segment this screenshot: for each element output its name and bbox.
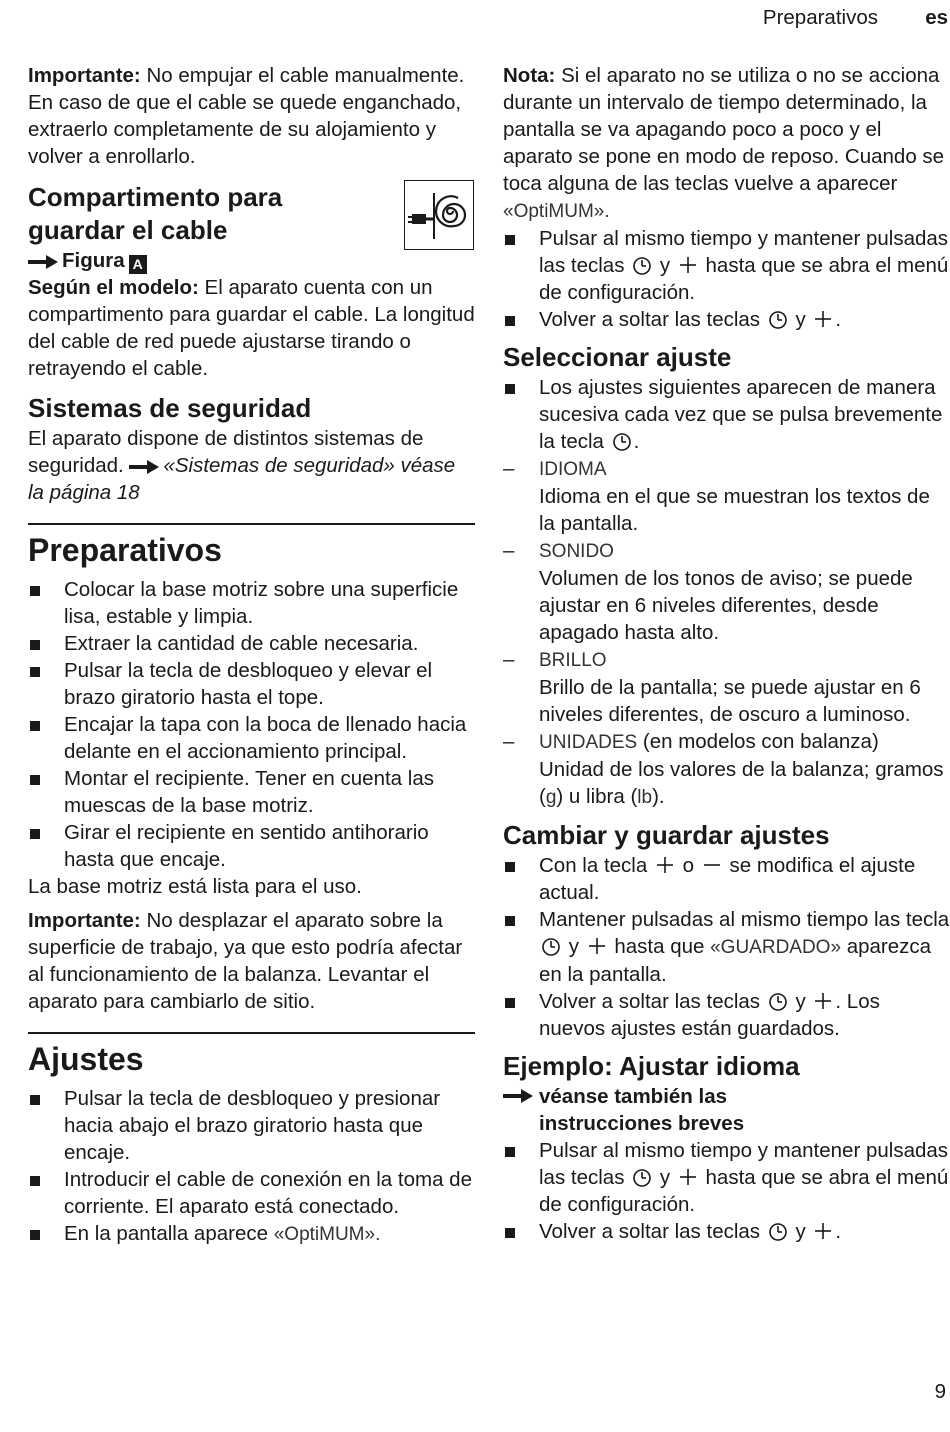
section-divider [28,523,475,525]
display-text-optimum: «OptiMUM». [503,201,610,222]
setting-sonido [503,537,950,646]
setting-description: ) u libra ( [556,785,638,808]
setting-description: Brillo de la pantalla; se puede ajustar en 6 niveles diferentes, de oscuro a luminoso. [539,676,921,726]
setting-name: IDIOMA [539,459,607,480]
list-item [28,1220,476,1248]
plus-key-icon [655,855,675,875]
list-item-text: . [835,308,842,331]
settings-options-list [503,455,950,811]
page-header [0,4,950,30]
unit-g: g [545,787,557,808]
arrow-right-icon [503,1089,533,1103]
figura-label: Figura [62,249,125,272]
setting-brillo [503,646,950,728]
nota-text: Si el aparato no se utiliza o no se acciona durante un intervalo de tiempo determinado, la pantalla se va apagando poco a poco y el aparato se pone en modo de reposo. Cuando se toca alguna de las teclas vuelve a aparecer [503,64,945,195]
plus-key-icon [813,1221,833,1241]
ejemplo-reference [503,1083,950,1137]
plus-key-icon [587,936,607,956]
setting-description: Idioma en el que se muestran los textos de la pantalla. [539,485,930,535]
list-item-text: En la pantalla aparece [64,1222,274,1245]
importante-text: No empujar el cable manualmente. En caso de que el cable se quede enganchado, extraerlo completamente de su alojamiento y volver a enrollarlo. [28,64,465,168]
seleccionar-heading: Seleccionar ajuste [503,342,732,372]
display-text-guardado: «GUARDADO» [710,937,842,958]
cambiar-heading: Cambiar y guardar ajustes [503,820,830,850]
list-item [503,374,950,455]
list-item [503,906,950,988]
list-item-text: Con la tecla [539,854,648,877]
nota-label: Nota: [503,64,556,87]
list-item-text: Mantener pulsadas al mismo tiempo las tecla [539,908,950,931]
list-item: Pulsar la tecla de desbloqueo y elevar el brazo giratorio hasta el tope. [28,657,476,711]
arrow-right-icon [28,255,58,269]
compartimento-heading: Compartimento para guardar el cable [28,182,283,245]
setting-description: Volumen de los tonos de aviso; se puede ajustar en 6 niveles diferentes, desde apagado hasta alto. [539,567,913,644]
list-item-text: y [795,990,806,1013]
ajustes-list [28,1085,476,1248]
plus-key-icon [678,1167,698,1187]
importante-note-2 [28,907,476,1015]
list-item [503,225,950,306]
segun-text: El aparato cuenta con un compartimento para guardar el cable. La longitud del cable de red puede ajustarse tirando o retrayendo el cable. [28,276,475,380]
list-item [503,1137,950,1218]
sistemas-text: El aparato dispone de distintos sistemas de seguridad. [28,427,424,477]
preparativos-list [28,576,476,873]
importante-note-1 [28,62,476,170]
preparativos-result: La base motriz está lista para el uso. [28,875,362,898]
ejemplo-reference-text: véanse también las instrucciones breves [539,1085,745,1135]
display-text-optimum: «OptiMUM». [273,1224,381,1245]
figura-reference [28,247,476,274]
list-item-text: y [795,1220,806,1243]
clock-key-icon [632,1167,652,1187]
seleccionar-list [503,374,950,455]
list-item-text: . [835,1220,842,1243]
clock-key-icon [612,431,632,451]
setting-description: ). [652,785,665,808]
list-item-text: se modifica el ajuste actual. [539,854,916,904]
figura-letter-badge: A [129,255,147,274]
nota-paragraph [503,62,950,225]
importante-label: Importante: [28,909,141,932]
setting-description: Unidad de los valores de la balanza; gramos ( [539,758,944,808]
sistemas-page-reference: «Sistemas de seguridad» véase la página 18 [28,454,456,504]
ejemplo-heading: Ejemplo: Ajustar idioma [503,1051,800,1081]
list-item: Girar el recipiente en sentido antihorario hasta que encaje. [28,819,476,873]
section-divider [28,1032,475,1034]
list-item-text: Los ajustes siguientes aparecen de manera sucesiva cada vez que se pulsa brevemente la tecla [539,376,943,453]
setting-name: SONIDO [539,541,614,562]
cambiar-list [503,852,950,1042]
preparativos-heading: Preparativos [28,532,222,568]
sistemas-heading: Sistemas de seguridad [28,393,312,423]
list-item-text: Volver a soltar las teclas [539,990,761,1013]
menu-open-list [503,225,950,333]
arrow-right-icon [129,460,159,474]
list-item: Encajar la tapa con la boca de llenado hacia delante en el accionamiento principal. [28,711,476,765]
minus-key-icon [702,855,722,875]
unit-lb: lb [637,787,653,808]
list-item: Extraer la cantidad de cable necesaria. [28,630,476,657]
plus-key-icon [678,255,698,275]
setting-name: UNIDADES [539,732,638,753]
header-section-title: Preparativos [762,6,878,29]
setting-name: BRILLO [539,650,607,671]
clock-key-icon [768,1221,788,1241]
list-item-text: Pulsar al mismo tiempo y mantener pulsadas las teclas [539,1139,949,1189]
list-item-text: y [795,308,806,331]
importante-text: No desplazar el aparato sobre la superficie de trabajo, ya que esto podría afectar al funcionamiento de la balanza. Levantar el aparato para cambiarlo de sitio. [28,909,463,1013]
list-item-text: Volver a soltar las teclas [539,308,761,331]
list-item-text: aparezca en la pantalla. [539,935,932,986]
importante-label: Importante: [28,64,141,87]
clock-key-icon [768,309,788,329]
clock-key-icon [768,991,788,1011]
cable-storage-icon [404,180,474,250]
setting-note: (en modelos con balanza) [637,730,879,753]
list-item-text: y [659,254,671,277]
right-column [503,62,950,1245]
list-item-text: y [568,935,579,958]
list-item-text: . Los nuevos ajustes están guardados. [539,990,880,1040]
ejemplo-list [503,1137,950,1245]
list-item [503,306,950,333]
list-item [503,852,950,906]
list-item: Montar el recipiente. Tener en cuenta las muescas de la base motriz. [28,765,476,819]
list-item-text: hasta que [614,935,711,958]
list-item-text: hasta que se abra el menú de configuración. [539,1166,949,1216]
list-item-text: Volver a soltar las teclas [539,1220,761,1243]
setting-idioma [503,455,950,537]
list-item [503,1218,950,1245]
segun-modelo-paragraph [28,274,476,382]
list-item-text: o [682,854,695,877]
plus-key-icon [813,309,833,329]
list-item-text: Pulsar al mismo tiempo y mantener pulsadas las teclas [539,227,949,277]
setting-unidades [503,728,950,811]
list-item [503,988,950,1042]
clock-key-icon [632,255,652,275]
list-item-text: hasta que se abra el menú de configuración. [539,254,949,304]
list-item: Pulsar la tecla de desbloqueo y presionar hacia abajo el brazo giratorio hasta que encaje. [28,1085,476,1166]
left-column [28,62,476,1248]
ajustes-heading: Ajustes [28,1041,144,1077]
clock-key-icon [541,936,561,956]
list-item-text: y [659,1166,671,1189]
list-item: Introducir el cable de conexión en la toma de corriente. El aparato está conectado. [28,1166,476,1220]
header-language-code: es [925,6,948,29]
plus-key-icon [813,991,833,1011]
list-item: Colocar la base motriz sobre una superficie lisa, estable y limpia. [28,576,476,630]
segun-label: Según el modelo: [28,276,199,299]
sistemas-paragraph [28,425,476,506]
list-item-text: . [633,430,640,453]
page-number: 9 [934,1380,946,1403]
